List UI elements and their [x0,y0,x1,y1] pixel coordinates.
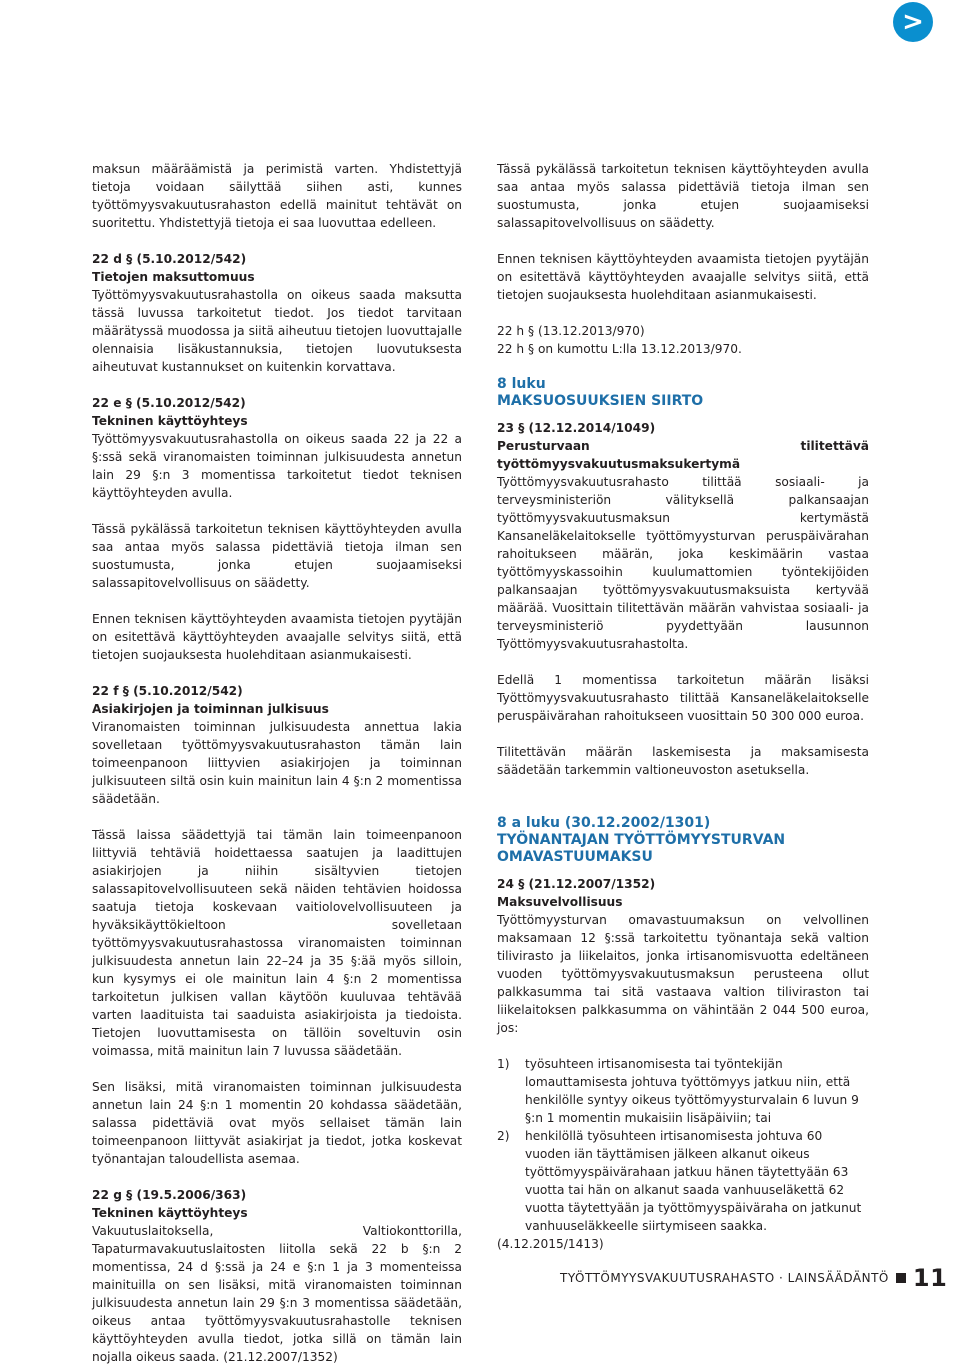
paragraph: Vakuutuslaitoksella, Valtiokonttorilla, Tapaturmavakuutuslaitosten liitolla sekä 22 b §:n 2 momentissa, 24 d §:ssä ja 24 e §:n 1 ja 3 momenteissa mainituilla on sen lisäksi, mitä viranomaisten toiminnan julkisuudesta annetun lain 29 §:n 3 momentissa säädetään, oikeus antaa työttömyysvakuutusrahastolle teknisen käyttöyhteyden avulla tiedot, jotka sillä on tämän lain nojalla oikeus saada. (21.12.2007/1352) [92,1224,462,1364]
chevron-right-icon: > [902,7,924,37]
section-heading: 24 § (21.12.2007/1352) [497,877,656,891]
section-title: Tietojen maksuttomuus [92,270,255,284]
paragraph: Tässä laissa säädettyjä tai tämän lain toimeenpanoon liittyviä tehtäviä hoidettaessa saatujen ja laadittujen asiakirjojen ja niihin sisältyvien tietojen salassapitovelvollisuuteen sekä näiden tehtävien hoidossa saatuja tietoja koskevaan vaitiolovelvollisuuteen ja hyväksikäyttökieltoon sovelletaan työttömyysvakuutusrahastossa viranomaisten toiminnan julkisuudesta annetun lain 22–24 ja 35 §:ää myös silloin, kun kysymys ei ole mainitun lain 4 §:n 2 momentissa tarkoitetun julkisen vallan käytöön kuuluvaa tehtävää varten laadituista tai saaduista asiakirjoista ja tiedoista. Tietojen luovuttamisesta on tällöin soveltuvin osin voimassa, mitä mainitun lain 7 luvussa säädetään. [92,828,462,1058]
condition-list [497,1055,869,1235]
list-text: työsuhteen irtisanomisesta tai työntekijän lomauttamisesta johtuva työttömyys jatkuu niin, että henkilölle syntyy oikeus työttömyysturvalain 6 luvun 9 §:n 1 momentin mukaisiin lisäpäiviin; tai [525,1057,859,1125]
next-page-button[interactable] [893,2,933,42]
section-heading: 22 f § (5.10.2012/542) [92,684,243,698]
section-title: Maksuvelvollisuus [497,895,623,909]
section-heading: 22 e § (5.10.2012/542) [92,396,246,410]
section-heading: 22 d § (5.10.2012/542) [92,252,247,266]
list-item [497,1127,869,1235]
page-footer [560,1266,947,1290]
paragraph: maksun määräämistä ja perimistä varten. Yhdistettyjä tietoja voidaan säilyttää siihen asti, kunnes työttömyysvakuutusrahaston edellä mainitut tehtävät on suoritettu. Yhdistettyjä tietoja ei saa luovuttaa edelleen. [92,162,462,230]
list-number: 2) [497,1129,510,1143]
left-column [92,160,462,1366]
paragraph: Sen lisäksi, mitä viranomaisten toiminnan julkisuudesta annetun lain 24 §:n 1 momentin 20 kohdassa säädetään, salassa pidettäviä ovat myös sellaiset tämän lain toimeenpanoon liittyvät asiakirjat ja tiedot, jotka koskevat työnantajan taloudellista asemaa. [92,1080,462,1166]
paragraph: Työttömyysturvan omavastuumaksun on velvollinen maksamaan 12 §:ssä tarkoitettu työnantaja sekä valtion tilivirasto ja liikelaitos, jonka irtisanomisvuotta edeltäneen vuoden työttömyysvakuutusmaksun perusteena ollut palkkasumma tai sitä vastaava valtion tiliviraston tai liikelaitoksen palkkasumma on vähintään 2 044 500 euroa, jos: [497,913,869,1035]
chapter-title: MAKSUOSUUKSIEN SIIRTO [497,393,704,409]
chapter-number: 8 a luku (30.12.2002/1301) [497,815,711,831]
section-heading: 23 § (12.12.2014/1049) [497,421,656,435]
chapter-title-line2: OMAVASTUUMAKSU [497,849,653,865]
paragraph: Edellä 1 momentissa tarkoitetun määrän lisäksi Työttömyysvakuutusrahasto tilittää Kansaneläkelaitokselle peruspäivärahan rahoitukseen vuosittain 50 300 000 euroa. [497,673,869,723]
list-text: henkilöllä työsuhteen irtisanomisesta johtuva 60 vuoden iän täyttämisen jälkeen alkanut oikeus työttömyyspäivärahaan jatkuu hänen täytettyään 63 vuotta tai hän on alkanut saada vanhuuseläkettä 62 vuotta täytettyään ja työttömyyspäiväraha on jatkunut vanhuuseläkkeelle siirtymiseen saakka. [525,1129,862,1233]
section-heading: 22 g § (19.5.2006/363) [92,1188,247,1202]
paragraph: Ennen teknisen käyttöyhteyden avaamista tietojen pyytäjän on esitettävä käyttöyhteyden avaajalle selvitys siitä, että tietojen suojauksesta huolehditaan asianmukaisesti. [92,612,462,662]
footer-title: TYÖTTÖMYYSVAKUUTUSRAHASTO · LAINSÄÄDÄNTÖ [560,1271,889,1285]
paragraph: Ennen teknisen käyttöyhteyden avaamista tietojen pyytäjän on esitettävä käyttöyhteyden avaajalle selvitys siitä, että tietojen suojauksesta huolehditaan asianmukaisesti. [497,252,869,302]
section-title: Asiakirjojen ja toiminnan julkisuus [92,702,329,716]
section-title: Perusturvaan tilitettävä työttömyysvakuutusmaksukertymä [497,439,869,471]
list-number: 1) [497,1057,510,1071]
list-item [497,1055,869,1127]
paragraph: Työttömyysvakuutusrahastolla on oikeus saada maksutta tässä luvussa tarkoitetut tiedot. Jos tiedot tarvitaan määrätyssä muodossa ja siitä aiheutuu tietojen luovuttajalle olennaisia lisäkustannuksia, tietojen luovutuksesta aiheutuvat kustannukset on kuitenkin korvattava. [92,288,462,374]
page-number: 11 [912,1264,948,1292]
section-note: 22 h § on kumottu L:lla 13.12.2013/970. [497,342,742,356]
paragraph: Tässä pykälässä tarkoitetun teknisen käyttöyhteyden avulla saa antaa myös salassa pidettäviä tietoja ilman sen suostumusta, jonka etujen suojaamiseksi salassapitovelvollisuus on säädetty. [497,162,869,230]
footnote: (4.12.2015/1413) [497,1237,604,1251]
right-column [497,160,869,1253]
paragraph: Tässä pykälässä tarkoitetun teknisen käyttöyhteyden avulla saa antaa myös salassa pidettäviä tietoja ilman sen suostumusta, jonka etujen suojaamiseksi salassapitovelvollisuus on säädetty. [92,522,462,590]
section-heading: 22 h § (13.12.2013/970) [497,324,645,338]
paragraph: Viranomaisten toiminnan julkisuudesta annettua lakia sovelletaan työttömyysvakuutusrahaston tämän lain toimeenpanoon liittyvien asiakirjojen ja toiminnan julkisuuteen siltä osin kuin mainitun lain 4 §:n 2 momentissa säädetään. [92,720,462,806]
paragraph: Tilitettävän määrän laskemisesta ja maksamisesta säädetään tarkemmin valtioneuvoston asetuksella. [497,745,869,777]
chapter-title: TYÖNANTAJAN TYÖTTÖMYYSTURVAN [497,832,786,848]
chapter-number: 8 luku [497,376,546,392]
paragraph: Työttömyysvakuutusrahastolla on oikeus saada 22 ja 22 a §:ssä sekä viranomaisten toiminnan julkisuudesta annetun lain 29 §:n 3 momentissa tarkoitetut tiedot teknisen käyttöyhteyden avulla. [92,432,462,500]
section-title: Tekninen käyttöyhteys [92,414,248,428]
section-title: Tekninen käyttöyhteys [92,1206,248,1220]
paragraph: Työttömyysvakuutusrahasto tilittää sosiaali- ja terveysministeriön välityksellä palkansaajan työttömyysvakuutusmaksun kertymästä Kansaneläkelaitokselle työttömyysturvan peruspäivärahan rahoitukseen määrän, joka keskimäärin vastaa työttömyyskassoihin kuulumattomien työntekijöiden palkansaajan työttömyysvakuutusmaksuista kertyvää määrää. Vuosittain tilitettävän määrän vahvistaa sosiaali- ja terveysministeriö pyydettyään lausunnon Työttömyysvakuutusrahastolta. [497,475,869,651]
square-bullet-icon [896,1273,906,1283]
